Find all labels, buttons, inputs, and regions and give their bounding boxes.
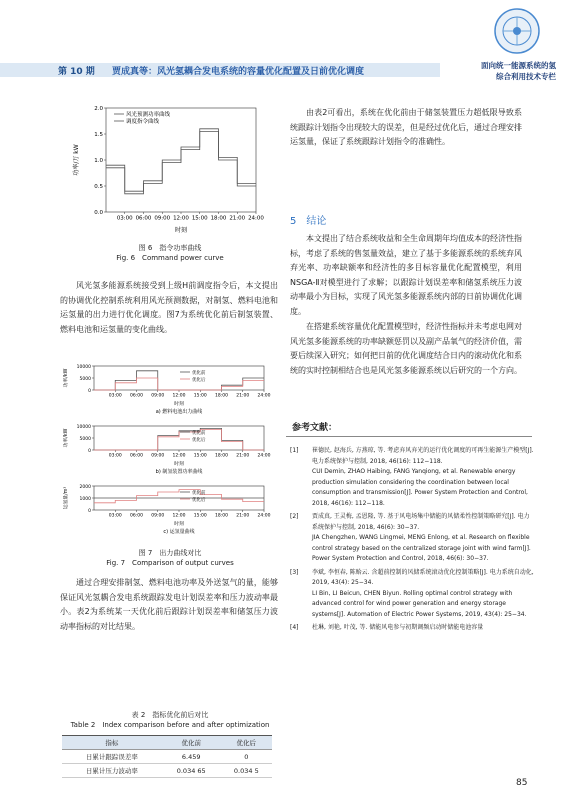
- right-paragraph-2: 本文提出了结合系统收益和全生命周期年均值成本的经济性指标，考虑了系统的售氢量效益，建立了基于多能源系统的系统弃风弃光率、功率缺额率和经济性的多目标容量优化配置模型，利用NSGA-Ⅱ对模型进行了求解；以跟踪计划误差率和储氢系统压力波动率最小为目标，实现了风光氢多能源系统内部的日前协调优化调度。: [290, 234, 522, 316]
- x-tick-label: 03:00: [108, 393, 122, 399]
- right-paragraph-3: 在搭建系统容量优化配置模型时，经济性指标并未考虑电网对风光氢多能源系统的功率缺额惩罚以及副产品氧气的经济价值，需要后续深入研究；如何把日前的优化调度结合日内的滚动优化和系统的实时控制相结合也是风光氢多能源系统以后研究的一个方向。: [290, 322, 522, 375]
- references-heading: 参考文献：: [292, 423, 338, 433]
- reference-text-en: LI Bin, LI Beicun, CHEN Biyun. Rolling optimal control strategy with advanced control for wind power generation and energy storage systems[J]. Automation of Electric Power Systems, 2019, 43(4): 25−34.: [312, 589, 527, 618]
- table2-header: 优化后: [221, 736, 272, 750]
- issue-number: 第 10 期: [58, 67, 95, 77]
- reference-list: [290, 446, 534, 637]
- reference-item: [290, 512, 534, 565]
- reference-number: [2]: [290, 513, 299, 520]
- legend-label: 调度指令曲线: [126, 119, 160, 125]
- legend-label: 风光预测功率曲线: [126, 112, 171, 118]
- running-title: 贾成真等：风光氢耦合发电系统的容量优化配置及日前优化调度: [112, 67, 365, 77]
- x-tick-label: 03:00: [108, 453, 122, 459]
- reference-number: [1]: [290, 447, 299, 454]
- fig7-caption: [60, 548, 280, 568]
- x-tick-label: 21:00: [236, 393, 250, 399]
- x-tick-label: 06:00: [130, 453, 143, 459]
- fig6-chart: [68, 100, 268, 234]
- x-tick-label: 24:00: [248, 215, 264, 222]
- x-axis-label: 时刻: [174, 462, 184, 467]
- y-tick-label: 0: [88, 389, 91, 394]
- legend-label: 优化前: [192, 431, 206, 436]
- x-tick-label: 09:00: [151, 393, 165, 399]
- legend-label: 优化前: [192, 491, 206, 496]
- x-axis-label: 时刻: [174, 522, 184, 527]
- x-tick-label: 24:00: [257, 393, 271, 399]
- x-tick-label: 18:00: [210, 215, 227, 222]
- divider: [286, 436, 532, 437]
- y-tick-label: 0: [88, 449, 91, 454]
- reference-item: [290, 446, 534, 509]
- table2-header: 指标: [62, 736, 162, 750]
- section-heading: 5 结论: [290, 216, 327, 227]
- reference-number: [4]: [290, 624, 299, 631]
- x-tick-label: 24:00: [257, 513, 271, 519]
- reference-item: [290, 568, 534, 621]
- series-line: [94, 378, 264, 390]
- series-line: [94, 371, 264, 390]
- y-axis-label: 功率/万 kW: [73, 144, 80, 176]
- x-axis-label: 时刻: [174, 227, 188, 234]
- x-tick-label: 18:00: [215, 393, 228, 399]
- table-cell: 6.459: [162, 750, 221, 764]
- left-paragraph-1: 风光氢多能源系统接受到上级H前调度指令后，本文提出的协调优化控制系统利用风光预测数据，对制氢、燃料电池和运氢量的出力进行优化调度。图7为系统优化前后制氢装置、燃料电池和运氢量的变化曲线。: [60, 281, 278, 334]
- legend-label: 优化后: [192, 498, 206, 503]
- x-tick-label: 06:00: [135, 215, 152, 222]
- y-tick-label: 2000: [79, 485, 91, 490]
- y-tick-label: 0.0: [94, 210, 103, 216]
- x-tick-label: 09:00: [151, 453, 165, 459]
- panel-subtitle: c) 运氢量曲线: [163, 529, 195, 535]
- y-tick-label: 5000: [79, 377, 91, 382]
- y-tick-label: 5000: [79, 437, 91, 442]
- table-cell: 0.034 65: [162, 764, 221, 778]
- x-tick-label: 21:00: [229, 215, 246, 222]
- series-line: [94, 490, 264, 503]
- y-tick-label: 2.0: [94, 106, 103, 112]
- journal-logo-icon: [492, 6, 542, 56]
- x-tick-label: 21:00: [236, 453, 250, 459]
- x-tick-label: 21:00: [236, 513, 250, 519]
- left-paragraph-2: 通过合理安排制氢、燃料电池功率及外送氢气的量，能够保证风光氢耦合发电系统跟踪发电计划误差率和压力波动率最小。表2为系统某一天优化前后跟踪计划误差率和储氢压力波动率指标的对比结果。: [60, 578, 278, 631]
- reference-text-cn: 崔德民, 赵海兵, 方燕琼, 等. 考虑弃风弃光的运行优化调度的可再生能源生产模型[J]. 电力系统保护与控制, 2018, 46(16): 112−118.: [312, 447, 534, 465]
- x-tick-label: 12:00: [172, 513, 186, 519]
- x-tick-label: 18:00: [215, 453, 228, 459]
- x-tick-label: 24:00: [257, 453, 271, 459]
- x-tick-label: 09:00: [151, 513, 165, 519]
- reference-text-en: JIA Chengzhen, WANG Lingmei, MENG Enlong, et al. Research on flexible control strategy based on the centralized storage joint with wind farm[J]. Power System Protection and Control, 2018, 46(6): 30−37.: [312, 534, 531, 562]
- table-row: [62, 750, 272, 764]
- table2-title-cn: 表 2 指标优化前后对比: [131, 711, 209, 719]
- fig6-caption-en: Fig. 6 Command power curve: [116, 254, 224, 262]
- x-tick-label: 09:00: [154, 215, 171, 222]
- column-label-line2: 综合利用技术专栏: [496, 72, 556, 81]
- plot-frame: [94, 426, 264, 450]
- table-row: [62, 764, 272, 778]
- panel-subtitle: b) 制氢装置功率曲线: [155, 469, 203, 475]
- x-tick-label: 12:00: [172, 453, 186, 459]
- fig7-caption-en: Fig. 7 Comparison of output curves: [106, 559, 234, 567]
- fig7-caption-cn: 图 7 出力曲线对比: [138, 549, 202, 557]
- y-tick-label: 0: [88, 509, 91, 514]
- table2: [62, 735, 272, 778]
- table-cell: 日累计跟踪误差率: [62, 750, 162, 764]
- reference-text-cn: 杜琳, 刘艳, 叶茂, 等. 储能风电参与初期调频启动时储能电池容量: [312, 624, 484, 631]
- column-label-line1: 面向统一能源系统的氢: [481, 61, 556, 70]
- reference-text-cn: 贾成真, 王灵梅, 孟恩隆, 等. 基于风电场集中储能的风储柔性控制策略研究[J]. 电力系统保护与控制, 2018, 46(6): 30−37.: [312, 513, 530, 531]
- x-tick-label: 06:00: [130, 513, 143, 519]
- x-tick-label: 15:00: [191, 215, 208, 222]
- table-cell: 0.034 5: [221, 764, 272, 778]
- y-tick-label: 0.5: [94, 184, 103, 190]
- y-tick-label: 10000: [76, 425, 91, 430]
- y-tick-label: 1000: [79, 497, 91, 502]
- reference-text-cn: 李斌, 李恒春, 陈贻云. 含超前控制的风储系统滚动优化控制策略[J]. 电力系统自动化, 2019, 43(4): 25−34.: [312, 568, 534, 586]
- fig7-chart: [60, 362, 278, 540]
- column-label: [481, 60, 556, 82]
- x-tick-label: 03:00: [116, 215, 133, 222]
- x-tick-label: 12:00: [173, 215, 189, 222]
- x-axis-label: 时刻: [174, 402, 184, 407]
- y-tick-label: 10000: [76, 365, 91, 370]
- y-tick-label: 1.5: [94, 132, 103, 138]
- y-axis-label: 运氢量/m³: [64, 486, 69, 510]
- series-line: [106, 131, 256, 193]
- legend-label: 优化后: [192, 438, 206, 443]
- panel-subtitle: a) 燃料电池出力曲线: [155, 409, 203, 415]
- legend-label: 优化后: [192, 378, 206, 383]
- right-paragraph-1: 由表2可看出，系统在优化前由于储氢装置压力超低限导致系统跟踪计划指令出现较大的误差，但是经过优化后，通过合理安排运氢量，保证了系统跟踪计划指令的准确性。: [290, 108, 522, 146]
- x-tick-label: 12:00: [172, 393, 186, 399]
- y-axis-label: 功率/kW: [64, 428, 69, 448]
- x-tick-label: 06:00: [130, 393, 143, 399]
- x-tick-label: 15:00: [193, 513, 207, 519]
- table2-title: [60, 710, 280, 730]
- table-cell: 0: [221, 750, 272, 764]
- x-tick-label: 03:00: [108, 513, 122, 519]
- table-cell: 日累计压力波动率: [62, 764, 162, 778]
- legend-label: 优化前: [192, 371, 206, 376]
- table2-header: 优化前: [162, 736, 221, 750]
- page-number: 85: [516, 778, 528, 788]
- reference-item: [290, 623, 534, 634]
- fig6-caption: [60, 243, 280, 263]
- table2-title-en: Table 2 Index comparison before and after optimization: [70, 721, 270, 729]
- fig6-caption-cn: 图 6 指令功率曲线: [138, 244, 202, 252]
- x-tick-label: 15:00: [193, 393, 207, 399]
- x-tick-label: 18:00: [215, 513, 228, 519]
- series-line: [94, 430, 264, 450]
- reference-number: [3]: [290, 568, 299, 576]
- y-axis-label: 功率/kW: [64, 368, 69, 388]
- x-tick-label: 15:00: [193, 453, 207, 459]
- y-tick-label: 1.0: [94, 158, 103, 164]
- reference-text-en: CUI Demin, ZHAO Haibing, FANG Yanqiong, et al. Renewable energy production simulation considering the coordination between local consumption and transmission[J]. Power System Protection and Control, 2018, 46(16): 112−118.: [312, 468, 528, 507]
